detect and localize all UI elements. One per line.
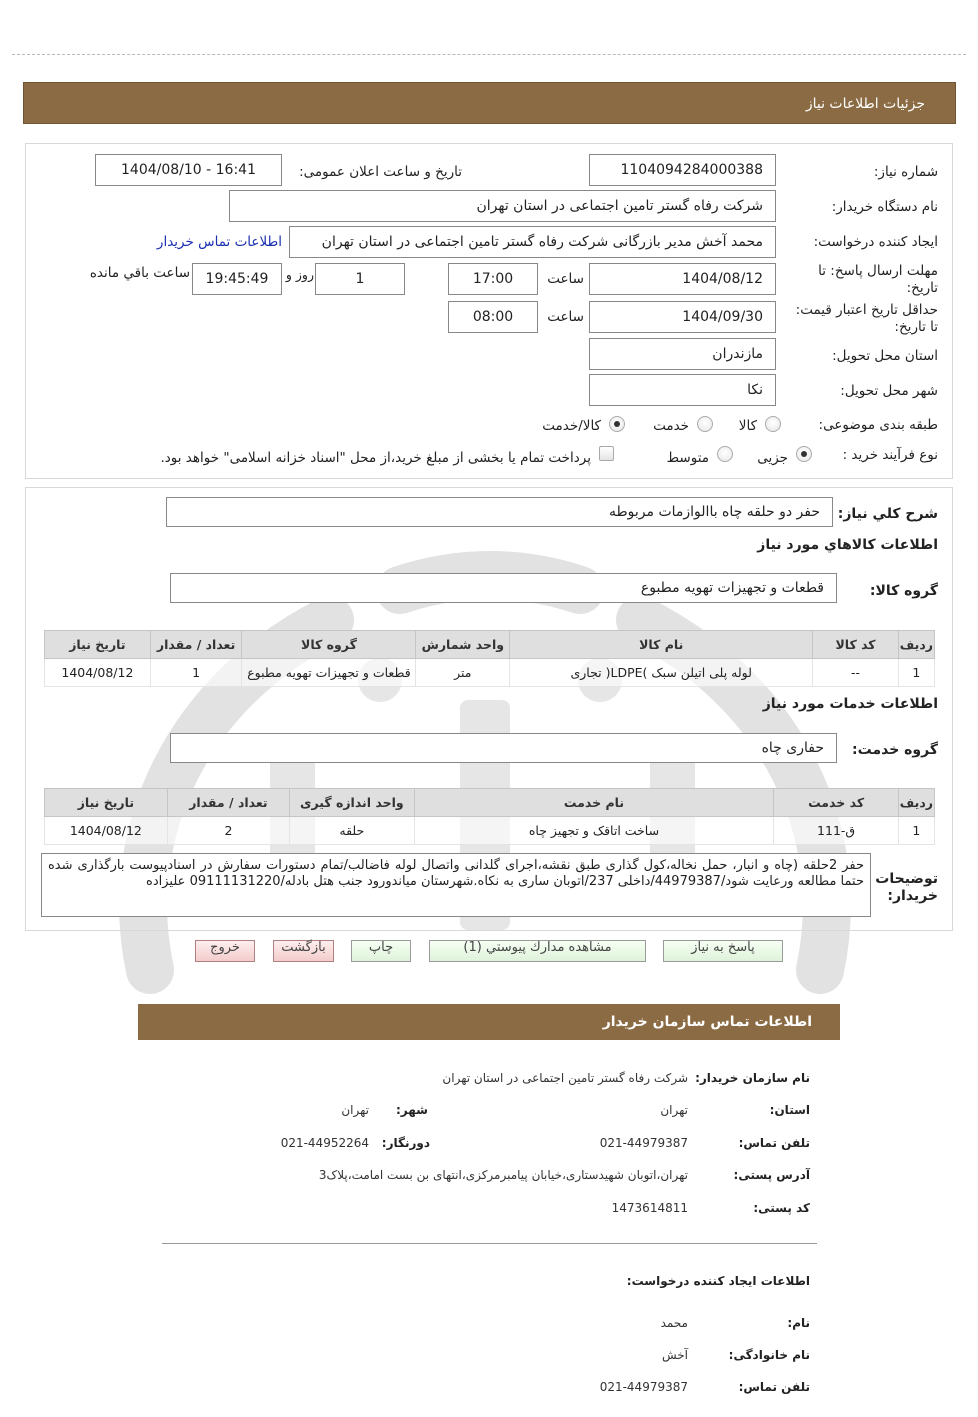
- province-field[interactable]: مازندران: [589, 338, 776, 370]
- deadline-label-1: مهلت ارسال پاسخ: تا: [818, 263, 938, 279]
- category-option-service: خدمت: [653, 418, 689, 434]
- goods-cell-qty: 1: [150, 659, 242, 687]
- description-field[interactable]: حفر دو حلقه چاه باالوازمات مربوطه: [166, 497, 833, 527]
- remaining-time-field[interactable]: 19:45:49: [192, 263, 282, 295]
- requester-name-key: نام:: [787, 1316, 810, 1330]
- services-col-row: ردیف: [898, 789, 934, 817]
- goods-group-label: گروه کالا:: [869, 583, 938, 599]
- buyer-contact-title: اطلاعات تماس سازمان خریدار: [602, 1014, 812, 1030]
- services-col-code: کد خدمت: [774, 789, 898, 817]
- goods-cell-date: 1404/08/12: [45, 659, 151, 687]
- goods-cell-unit: متر: [416, 659, 510, 687]
- services-cell-row: 1: [898, 817, 934, 845]
- buyer-address-value: تهران،اتوبان شهیدستاری،خیابان پیامبرمرکزی،انتهای بن بست امامت،پلاک3: [318, 1168, 688, 1182]
- notes-label-2: خریدار:: [887, 888, 938, 904]
- requester-info-title: اطلاعات ایجاد کننده درخواست:: [626, 1274, 810, 1288]
- buyer-contact-link[interactable]: اطلاعات تماس خریدار: [156, 234, 282, 250]
- validity-time-field[interactable]: 08:00: [448, 301, 538, 333]
- exit-button[interactable]: خروج: [195, 940, 255, 962]
- goods-col-name: نام کالا: [510, 631, 813, 659]
- category-option-goods-service: کالا/خدمت: [542, 418, 601, 434]
- services-cell-qty: 2: [167, 817, 289, 845]
- buyer-contact-header: [138, 1004, 840, 1040]
- category-radio-service[interactable]: [697, 416, 713, 432]
- requester-family-value: آخش: [661, 1348, 688, 1362]
- buyer-org-key: نام سازمان خریدار:: [695, 1071, 810, 1085]
- deadline-date-field[interactable]: 1404/08/12: [589, 263, 776, 295]
- buyer-city-key: شهر:: [396, 1103, 428, 1117]
- goods-cell-name: لوله پلی اتیلن سبک )LDPE( تجاری: [510, 659, 813, 687]
- notes-field[interactable]: حفر 2حلقه (چاه و انبار، حمل نخاله،کول گذاری طبق نقشه،اجرای گلدانی واتصال لوله فاضالب/تمام دستورات سفارش در اسنادپیوست بارگذاری شده حتما مطالعه ورعایت شود/44979387/داخلی 237/اتوبان ساری به نکاه.شهرستان میاندورود جنب هتل بادله/09111131220 علیزاده: [41, 853, 871, 917]
- goods-col-code: کد کالا: [813, 631, 899, 659]
- services-cell-unit: حلقه: [290, 817, 414, 845]
- buyer-postal-value: 1473614811: [611, 1201, 688, 1215]
- deadline-label-2: تاریخ:: [906, 280, 938, 296]
- goods-col-date: تاریخ نیاز: [45, 631, 151, 659]
- category-radio-goods[interactable]: [765, 416, 781, 432]
- buyer-postal-key: کد پستی:: [753, 1201, 810, 1215]
- deadline-time-field[interactable]: 17:00: [448, 263, 538, 295]
- announce-label: تاریخ و ساعت اعلان عمومی:: [299, 164, 462, 180]
- top-divider: [12, 54, 966, 55]
- need-number-label: شماره نیاز:: [873, 164, 938, 180]
- buyer-city-value: تهران: [341, 1103, 369, 1117]
- buyer-fax-value: 021-44952264: [280, 1136, 369, 1150]
- goods-section-title: اطلاعات کالاهاي مورد نیاز: [757, 537, 938, 553]
- attachments-button[interactable]: مشاهده مدارك پیوستي (1): [429, 940, 646, 962]
- reply-button[interactable]: پاسخ به نیاز: [663, 940, 783, 962]
- requester-label: ایجاد کننده درخواست:: [813, 234, 938, 250]
- goods-col-unit: واحد شمارش: [416, 631, 510, 659]
- days-label: روز و: [285, 267, 314, 282]
- page-title: جزئیات اطلاعات نیاز: [805, 96, 925, 112]
- goods-table: [44, 630, 935, 687]
- remaining-label: ساعت باقي مانده: [89, 265, 190, 281]
- buyer-province-key: استان:: [769, 1103, 810, 1117]
- services-col-date: تاریخ نیاز: [45, 789, 168, 817]
- buyer-phone-key: تلفن تماس:: [738, 1136, 810, 1150]
- deadline-time-label: ساعت: [547, 271, 584, 287]
- validity-label-1: حداقل تاریخ اعتبار قیمت:: [795, 302, 938, 318]
- buyer-phone-value: 021-44979387: [599, 1136, 688, 1150]
- goods-col-row: ردیف: [898, 631, 934, 659]
- buyer-fax-key: دورنگار:: [381, 1136, 430, 1150]
- goods-group-field[interactable]: قطعات و تجهیزات تهویه مطبوع: [170, 573, 837, 603]
- notes-label-1: توضیحات: [875, 871, 938, 887]
- category-label: طبقه بندی موضوعی:: [818, 417, 938, 433]
- validity-label-2: تا تاریخ:: [894, 319, 938, 335]
- buyer-province-value: تهران: [660, 1103, 688, 1117]
- requester-phone-value: 021-44979387: [599, 1380, 688, 1394]
- need-number-field[interactable]: 1104094284000388: [589, 154, 776, 186]
- days-field[interactable]: 1: [315, 263, 405, 295]
- requester-field[interactable]: محمد آخش مدیر بازرگانی شرکت رفاه گستر تامین اجتماعی در استان تهران: [289, 226, 776, 258]
- city-label: شهر محل تحویل:: [840, 383, 938, 399]
- services-table-header: [45, 789, 935, 817]
- contact-divider: [162, 1243, 817, 1244]
- process-radio-minor[interactable]: [796, 446, 812, 462]
- buyer-org-value: شرکت رفاه گستر تامین اجتماعی در استان تهران: [442, 1071, 688, 1085]
- goods-cell-code: --: [813, 659, 899, 687]
- goods-table-header: [45, 631, 935, 659]
- process-radio-medium[interactable]: [717, 446, 733, 462]
- requester-phone-key: تلفن تماس:: [738, 1380, 810, 1394]
- table-row[interactable]: [45, 817, 935, 845]
- service-group-label: گروه خدمت:: [852, 742, 938, 758]
- city-field[interactable]: نکا: [589, 374, 776, 406]
- validity-date-field[interactable]: 1404/09/30: [589, 301, 776, 333]
- goods-col-qty: تعداد / مقدار: [150, 631, 242, 659]
- services-col-qty: تعداد / مقدار: [167, 789, 289, 817]
- services-section-title: اطلاعات خدمات مورد نیاز: [762, 696, 938, 712]
- goods-cell-row: 1: [898, 659, 934, 687]
- buyer-org-field[interactable]: شرکت رفاه گستر تامین اجتماعی در استان تهران: [229, 190, 776, 222]
- announce-field[interactable]: 1404/08/10 - 16:41: [95, 154, 282, 186]
- buyer-address-key: آدرس پستی:: [733, 1168, 810, 1182]
- buyer-org-label: نام دستگاه خریدار:: [831, 199, 938, 215]
- goods-col-group: گروه کالا: [242, 631, 416, 659]
- validity-time-label: ساعت: [547, 309, 584, 325]
- table-row[interactable]: [45, 659, 935, 687]
- services-cell-date: 1404/08/12: [45, 817, 168, 845]
- payment-note: پرداخت تمام یا بخشی از مبلغ خرید،از محل "اسناد خزانه اسلامی" خواهد بود.: [160, 450, 591, 466]
- services-cell-code: ق-111: [774, 817, 898, 845]
- category-radio-goods-service[interactable]: [609, 416, 625, 432]
- page-header: [23, 82, 956, 124]
- back-button[interactable]: بازگشت: [273, 940, 334, 962]
- process-option-minor: جزیی: [757, 450, 788, 466]
- print-button[interactable]: چاپ: [351, 940, 411, 962]
- services-col-unit: واحد اندازه گیری: [290, 789, 414, 817]
- province-label: استان محل تحویل:: [832, 348, 938, 364]
- requester-name-value: محمد: [660, 1316, 688, 1330]
- service-group-field[interactable]: حفاری چاه: [170, 733, 837, 763]
- treasury-checkbox[interactable]: [599, 446, 614, 461]
- category-option-goods: کالا: [738, 418, 757, 434]
- description-label: شرح کلي نیاز:: [837, 506, 938, 522]
- services-cell-name: ساخت اتاقک و تجهیز چاه: [414, 817, 774, 845]
- requester-family-key: نام خانوادگی:: [728, 1348, 810, 1362]
- services-table: [44, 788, 935, 845]
- goods-cell-group: قطعات و تجهیزات تهویه مطبوع: [242, 659, 416, 687]
- process-label: نوع فرآیند خرید :: [842, 447, 938, 463]
- services-col-name: نام خدمت: [414, 789, 774, 817]
- process-option-medium: متوسط: [666, 450, 709, 466]
